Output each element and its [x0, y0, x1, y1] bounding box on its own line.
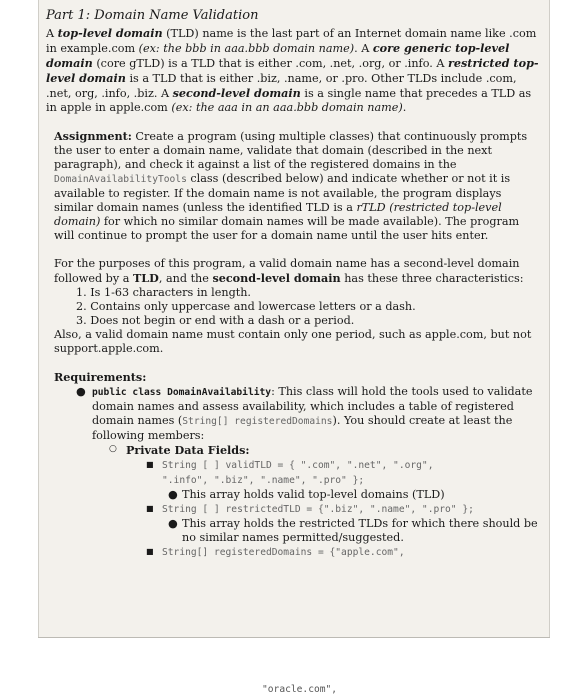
text: (core gTLD) is a TLD that is either .com, .net, .org, or .info. A [92, 57, 448, 70]
field-registered-domains [54, 545, 540, 560]
term-restricted-tld: restricted top-level domain [46, 56, 539, 85]
example: (ex: the aaa in an aaa.bbb domain name) [171, 101, 403, 114]
square-bullet-icon: ■ [146, 504, 154, 513]
text: for which no similar domain names will be made available). The program will continue to prompt the user for a domain name until the user hits enter. [54, 215, 520, 242]
example: (ex: the bbb in aaa.bbb domain name) [138, 42, 355, 55]
text: class (described below) and indicate whether or not it is available to register. If the domain name is not available, the program displays similar domain names (unless the identified TLD is a [54, 172, 511, 214]
text: is a single name that precedes a TLD as in apple in apple.com [46, 87, 532, 114]
square-bullet-icon: ■ [146, 547, 154, 556]
intro-paragraph [46, 26, 544, 115]
field-valid-tld [54, 458, 540, 488]
text: (TLD) name is the last part of an Internet domain name like .com in example.com [46, 27, 537, 55]
code-class-decl: public class DomainAvailability [92, 387, 272, 398]
text: Create a program (using multiple classes) that continuously prompts the user to enter a domain name, validate that domain (described in the next paragraph), and check it against a list of the registered domains in the [54, 130, 528, 171]
next-page-code-fragment: "oracle.com", [262, 684, 338, 695]
also-note: Also, a valid domain name must contain only one period, such as apple.com, but not support.apple.com. [54, 328, 532, 355]
term-core-gtld: core generic top-level domain [46, 41, 510, 70]
assignment-label: Assignment: [54, 129, 132, 143]
bullet-icon: ● [76, 385, 86, 398]
text: . A [354, 42, 373, 55]
bullet-icon: ● [168, 488, 178, 501]
bold-tld: TLD [132, 271, 159, 285]
field-valid-tld-note [54, 488, 540, 502]
requirements-section [46, 370, 544, 560]
document-body [46, 8, 544, 560]
code-class-name: DomainAvailabilityTools [54, 174, 187, 185]
purposes-intro [54, 257, 540, 286]
text: , and the [158, 272, 213, 285]
note-text: This array holds the restricted TLDs for which there should be no similar names permitted/suggested. [182, 517, 538, 544]
characteristics-list [54, 286, 540, 328]
term-second-level: second-level domain [172, 86, 301, 100]
text: . [402, 101, 407, 114]
purposes-paragraph [46, 257, 544, 356]
text: is a TLD that is either .biz, .name, or .pro. Other TLDs include .com, .net, org, .info, .biz. A [46, 72, 517, 100]
code-registered: String[] registeredDomains [182, 416, 333, 427]
list-item: 2. Contains only uppercase and lowercase letters or a dash. [76, 300, 416, 313]
field-restricted-tld-note [54, 517, 540, 545]
bold-second-level: second-level domain [212, 271, 341, 285]
text: : This class will hold the tools used to validate domain names and assess availability, which includes a table of registered domain names ( [92, 385, 533, 427]
field-restricted-tld [54, 502, 540, 517]
code-line: String[] registeredDomains = {"apple.com", [162, 547, 405, 558]
text: A [46, 27, 58, 40]
list-item: 1. Is 1-63 characters in length. [76, 286, 251, 299]
fields-label: Private Data Fields: [126, 443, 250, 457]
square-bullet-icon: ■ [146, 460, 154, 469]
code-line: String [ ] restrictedTLD = {".biz", ".name", ".pro" }; [162, 504, 474, 515]
text: For the purposes of this program, a valid domain name has a second-level domain followed by a [54, 257, 520, 285]
class-item [54, 385, 540, 443]
bullet-icon: ● [168, 517, 178, 530]
circle-bullet-icon: ○ [109, 444, 117, 454]
note-text: This array holds valid top-level domains (TLD) [182, 488, 445, 501]
requirements-label: Requirements: [54, 370, 147, 384]
term-rtld: rTLD (restricted top-level domain) [54, 201, 502, 228]
section-title: Part 1: Domain Name Validation [46, 8, 259, 23]
term-tld: top-level domain [57, 26, 163, 40]
fields-heading [54, 443, 540, 458]
text: has these three characteristics: [340, 272, 524, 285]
code-line: ".info", ".biz", ".name", ".pro" }; [162, 475, 365, 486]
text: ). You should create at least the following members: [92, 414, 513, 442]
list-item: 3. Does not begin or end with a dash or a period. [76, 314, 355, 327]
code-line: String [ ] validTLD = { ".com", ".net", ".org", [162, 460, 434, 471]
assignment-paragraph [46, 129, 544, 243]
